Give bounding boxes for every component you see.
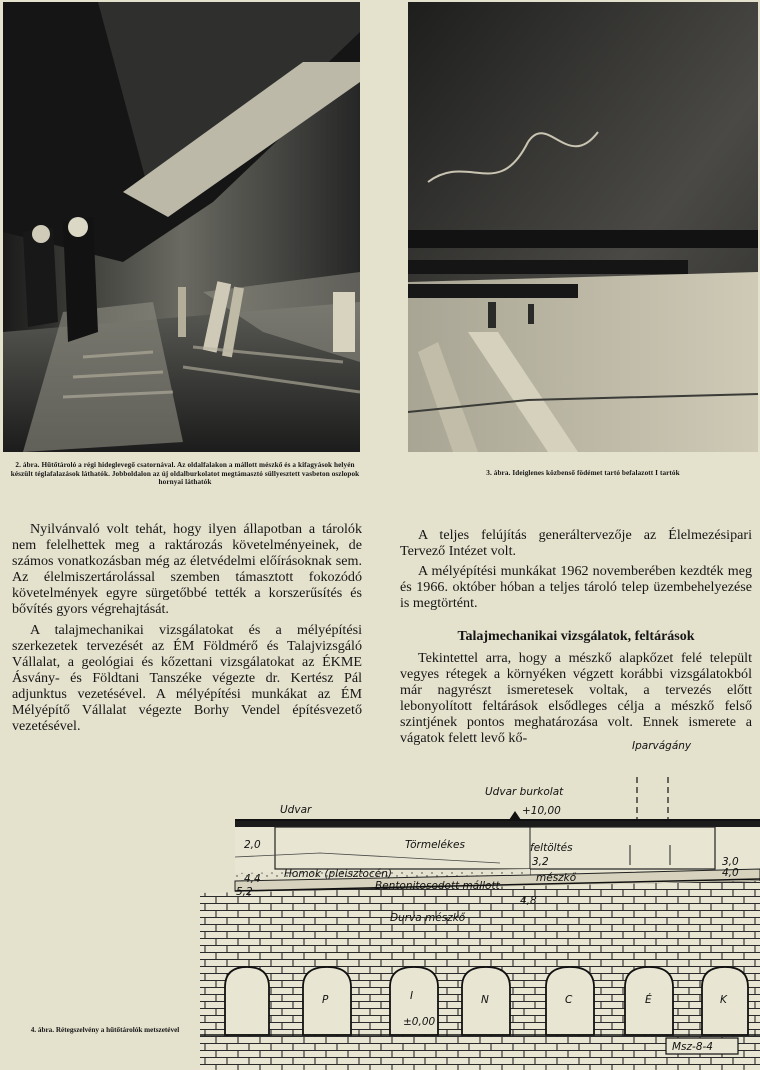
depth-label: 4,0 <box>722 867 739 879</box>
cellar-letter: C <box>565 994 573 1006</box>
label-durva-meszko: Durva mészkő <box>390 912 466 924</box>
label-iparvagany: Iparvágány <box>632 740 692 752</box>
figure-code: Msz-8-4 <box>672 1041 713 1053</box>
depth-label: 4,4 <box>244 873 261 885</box>
paragraph: A talajmechanikai vizsgálatokat és a mélyépítési szerkezetek tervezését az ÉM Földmérő és Talajvizsgáló Vállalat, a geológiai és kőzettani vizsgálatokat az ÉKME Ásvány- és Földtani Tanszéke végezte dr. Kertész Pál adjunktus vezetésével. A mélyépítési munkákat az ÉM Mélyépítő Vállalat végezte Borhy Vendel építésvezető vezetésével. <box>12 621 362 735</box>
figure4-caption: 4. ábra. Rétegszelvény a hűtőtárolók metszetével <box>30 1026 180 1034</box>
cellar-letter: N <box>481 994 489 1006</box>
figure-stratigraphic-section <box>200 735 760 1070</box>
label-tormelekes: Törmelékes <box>405 839 465 851</box>
photo-cooling-tunnel <box>3 2 360 452</box>
depth-label: 2,0 <box>244 839 261 851</box>
cellar-letter: K <box>720 994 727 1006</box>
depth-label: 3,0 <box>722 856 739 868</box>
cellar-letter: É <box>645 994 652 1006</box>
photo-i-beams <box>408 2 758 452</box>
paragraph: Nyilvánvaló volt tehát, hogy ilyen állapotban a tárolók nem felelhettek meg a raktározás követelményeinek, de számos vonatkozásban még az életvédelmi előírásoknak sem. Az élelmiszertárolással szemben támasztott fokozódó követelmények egyre sürgetőbbé tették a korszerűsítés és bővítés gyors végrehajtását. <box>12 521 362 618</box>
depth-label: 4,8 <box>520 895 537 907</box>
label-udvar-level: +10,00 <box>522 805 561 817</box>
paragraph: A mélyépítési munkákat 1962 novemberében kezdték meg és 1966. október hóban a teljes tároló telep üzembehelyezése is megtörtént. <box>400 563 752 612</box>
depth-label: 3,2 <box>532 856 549 868</box>
section-heading: Talajmechanikai vizsgálatok, feltárások <box>457 629 695 645</box>
photo-right-caption: 3. ábra. Ideiglenes közbenső födémet tartó befalazott I tartók <box>486 469 680 477</box>
label-bentonit: Bentonitosodott mállott <box>375 880 500 892</box>
label-zero-level: ±0,00 <box>403 1016 436 1028</box>
label-meszko: mészkő <box>536 872 577 884</box>
cellar-letter: I <box>410 990 414 1002</box>
paragraph: A teljes felújítás generáltervezője az Élelmezésipari Tervező Intézet volt. <box>400 527 752 560</box>
label-udvar: Udvar <box>280 804 312 816</box>
depth-label: 5,2 <box>236 886 253 898</box>
label-feltoltes: feltöltés <box>530 842 573 854</box>
label-udvar-burkolat: Udvar burkolat <box>485 786 564 798</box>
paragraph: Tekintettel arra, hogy a mészkő alapkőzet felé települt vegyes rétegek a környéken végzett korábbi vizsgálatokból már nagyrészt ismeretesek voltak, a tervezés előtt lebonyolított feltárások elsődleges célja a mészkő felső szintjének pontos meghatározása volt. Ennek ismerete a vágatok felett levő kő- <box>400 649 752 747</box>
left-column <box>12 521 362 734</box>
cellar-letter: P <box>322 994 329 1006</box>
photo-left-caption: 2. ábra. Hűtőtároló a régi hideglevegő csatornával. Az oldalfalakon a mállott mészkő és a kifagyások helyén készült téglafalazások láthatók. Jobboldalon az új oldalburkolatot megtámasztó süllyesztett vasbeton oszlopok hornyai láthatók <box>10 461 360 487</box>
label-homok: Homok (pleisztocén) <box>284 868 392 880</box>
right-column <box>400 527 752 746</box>
